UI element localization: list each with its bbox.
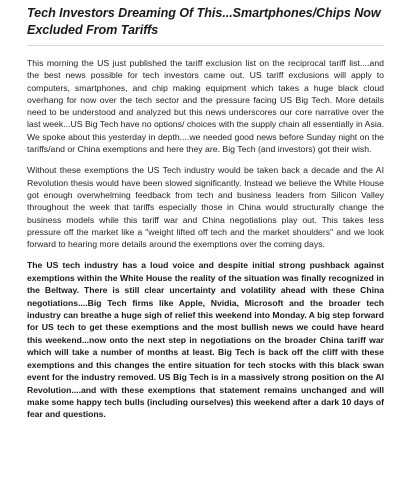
title-divider: [27, 45, 384, 46]
article-paragraph-1: This morning the US just published the tariff exclusion list on the reciprocal tariff list....and the best news possible for tech investors came out. US tariff exclusions will apply to computers, smartphones, and chip making equipment which takes a huge black cloud overhang for now over the tech sector and the pressure facing US Big Tech. More details need to be understood and analyzed but this news underscores our core narrative over the last week...US Big Tech have no options/ choices with the supply chain all essentially in Asia. We spoke about this yesterday in depth....we needed good news before Sunday night on the tariffs/and or China exemptions and here they are. Big Tech (and investors) got their wish.: [27, 58, 384, 155]
article-title: Tech Investors Dreaming Of This...Smartphones/Chips Now Excluded From Tariffs: [27, 6, 381, 37]
article-paragraph-3-bold: The US tech industry has a loud voice and despite initial strong pushback against exemptions within the White House the reality of the situation was finally recognized in the Beltway. There is still clear uncertainty and volatility ahead with these China negotiations....Big Tech firms like Apple, Nvidia, Microsoft and the broader tech industry can breathe a huge sigh of relief this weekend into Monday. A big step forward for US tech to get these exemptions and the most bullish news we could have heard this weekend...now onto the next step in negotiations on the broader China tariff war which will take a number of months at least. Big Tech is back off the cliff with these exemptions and this changes the entire situation for tech stocks with this black swan event for the industry removed. US Big Tech is in a massively strong position on the AI Revolution....and with these exemptions that statement remains unchanged and will make some happy tech bulls (including ourselves) this weekend after a dark 10 days of fear and questions.: [27, 260, 384, 420]
article-paragraph-2: Without these exemptions the US Tech industry would be taken back a decade and the AI Revolution thesis would have been slowed significantly. Instead we believe the White House got enough overwhelming feedback from tech and business leaders from Silicon Valley throughout the week that tariffs especially those in China would structurally change the business models while this tariff war and China negotiations play out. This takes less pressure off the market like a "weight lifted off tech and the market shoulders" and we look forward to hearing more details around the exemptions over the coming days.: [27, 165, 384, 250]
